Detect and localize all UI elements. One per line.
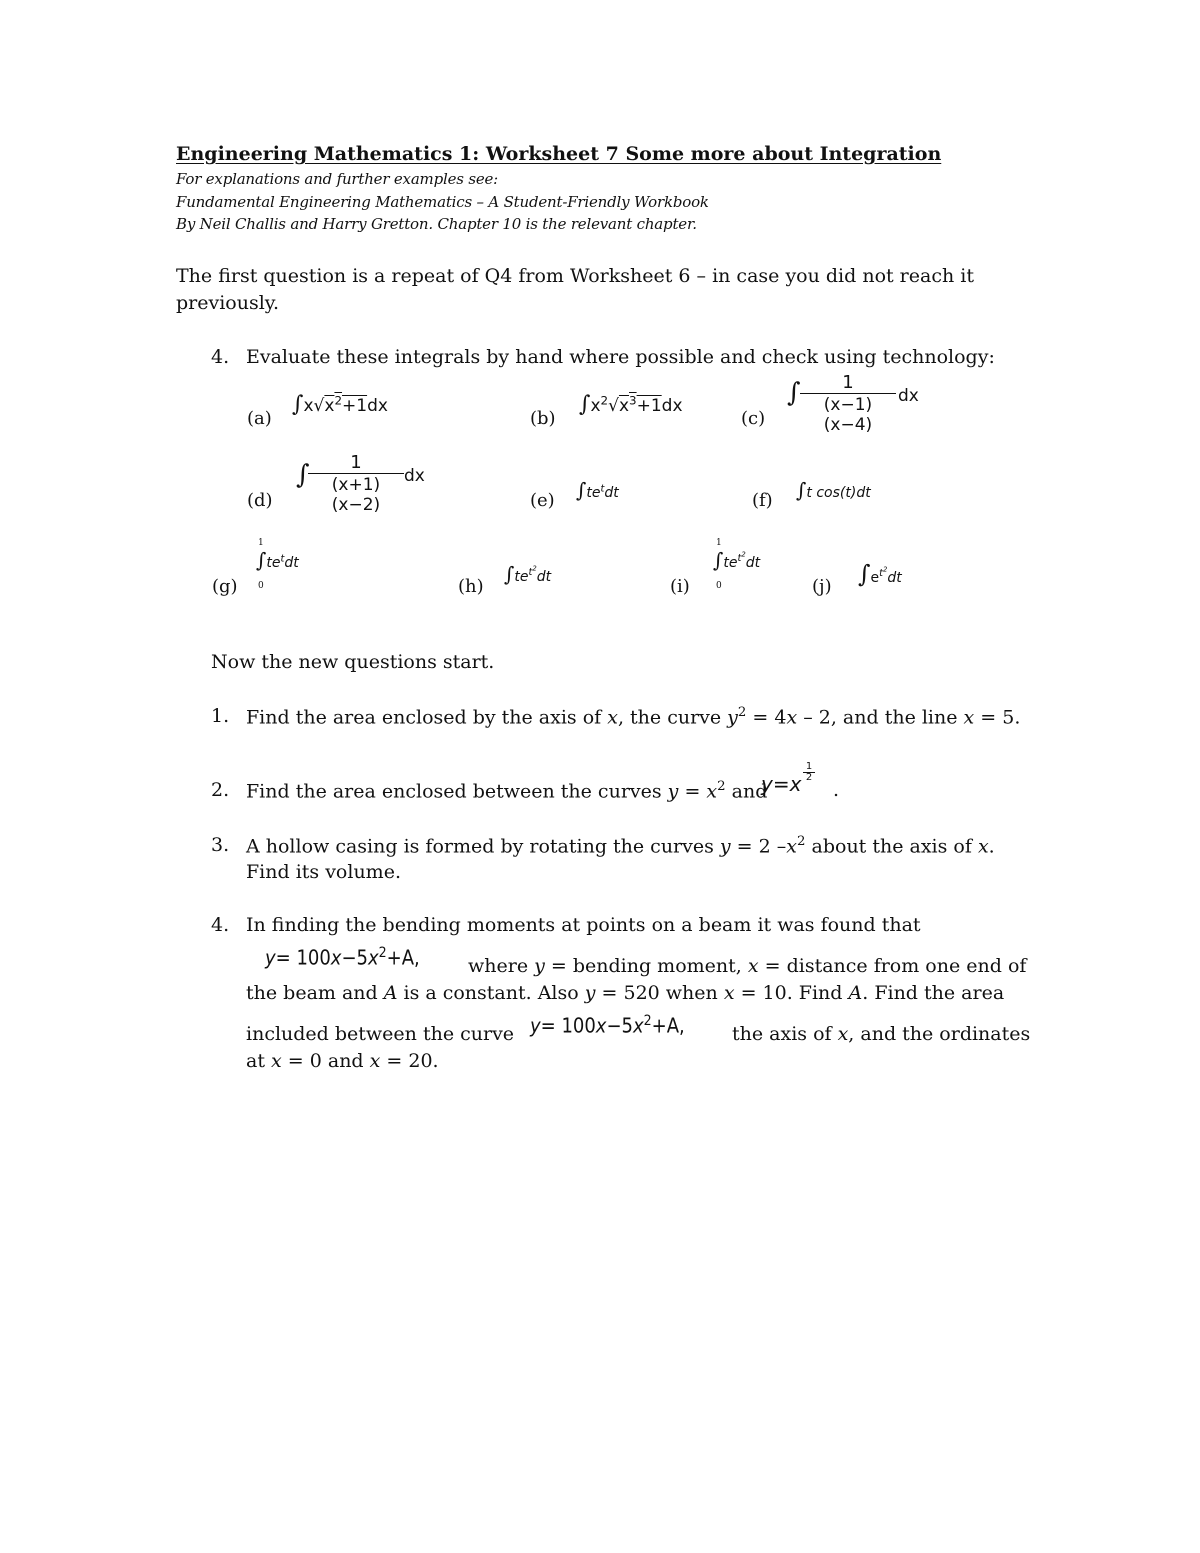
question-2-formula: y=x: [761, 772, 802, 796]
question-2-end: .: [833, 779, 840, 801]
question-2-text: Find the area enclosed between the curves $y = x^2$ and: [246, 779, 768, 803]
question-1-number: 1.: [211, 705, 230, 727]
question-4-line-5: at x = 0 and x = 20.: [246, 1050, 439, 1072]
question-3-line-2: Find its volume.: [246, 861, 401, 883]
question-4-line-4-a: included between the curve: [246, 1023, 515, 1045]
integral-i: $\int te^{t^2}dt$: [713, 548, 761, 572]
integral-a: $\int x√x^2+1dx$: [292, 392, 388, 417]
integral-c-fraction: $\frac{1}{(x-1)(x-4)}$: [800, 372, 896, 435]
integral-j: $\int e^{t^2}dt$: [858, 560, 902, 588]
integral-g: $\int te^tdt$: [256, 548, 299, 572]
question-2-exponent: $\frac{1}{2}$: [803, 762, 815, 783]
integral-i-lower: 0: [716, 581, 722, 591]
question-4-line-4-b: the axis of x, and the ordinates: [732, 1023, 1031, 1045]
q4-number: 4.: [211, 346, 230, 368]
integral-d-dx: dx: [404, 466, 425, 486]
part-g-label: (g): [212, 576, 238, 597]
intro-line-1: For explanations and further examples see:: [176, 170, 499, 188]
part-j-label: (j): [812, 576, 832, 597]
question-2-number: 2.: [211, 779, 230, 801]
integral-c: ∫: [787, 378, 801, 408]
new-questions-intro: Now the new questions start.: [211, 651, 495, 673]
part-c-label: (c): [741, 408, 766, 429]
question-4-line-3: the beam and A is a constant. Also y = 520 when x = 10. Find A. Find the area: [246, 982, 1005, 1004]
page-title: Engineering Mathematics 1: Worksheet 7 Some more about Integration: [176, 143, 942, 165]
question-4-line-1: In finding the bending moments at points on a beam it was found that: [246, 914, 921, 936]
integral-e: $\int te^tdt$: [576, 478, 619, 502]
question-4-formula-2: $y= 100x-5x^2+A$,: [530, 1013, 685, 1038]
question-1-text: Find the area enclosed by the axis of x, the curve $y^2 = 4x - 2$, and the line x = 5.: [246, 705, 1021, 729]
intro-line-3: By Neil Challis and Harry Gretton. Chapter 10 is the relevant chapter.: [176, 215, 697, 233]
integral-f: ∫t cos(t)dt: [796, 478, 871, 502]
part-h-label: (h): [458, 576, 484, 597]
part-d-label: (d): [247, 490, 273, 511]
part-f-label: (f): [752, 490, 773, 511]
integral-d: ∫: [296, 460, 310, 490]
integral-g-upper: 1: [258, 538, 264, 548]
integral-d-fraction: $\frac{1}{(x+1)(x-2)}$: [308, 452, 404, 515]
question-3-text: A hollow casing is formed by rotating the curves y = 2 $-x^2$ about the axis of x.: [246, 834, 995, 858]
integral-c-dx: dx: [898, 386, 919, 406]
integral-h: $\int te^{t^2}dt$: [504, 562, 552, 586]
part-e-label: (e): [530, 490, 555, 511]
repeat-note-line-2: previously.: [176, 292, 280, 314]
question-4-number: 4.: [211, 914, 230, 936]
part-a-label: (a): [247, 408, 272, 429]
intro-line-2: Fundamental Engineering Mathematics – A Student-Friendly Workbook: [176, 193, 709, 211]
question-4-formula-1: $y= 100x-5x^2+A$,: [265, 945, 420, 970]
integral-i-upper: 1: [716, 538, 722, 548]
part-b-label: (b): [530, 408, 556, 429]
question-4-line-2: where y = bending moment, x = distance from one end of: [468, 955, 1027, 977]
repeat-note-line-1: The first question is a repeat of Q4 from Worksheet 6 – in case you did not reach it: [176, 265, 974, 287]
integral-b: $\int x^2√x^3+1dx$: [579, 392, 683, 417]
integral-g-lower: 0: [258, 581, 264, 591]
question-3-number: 3.: [211, 834, 230, 856]
q4-text: Evaluate these integrals by hand where possible and check using technology:: [246, 346, 995, 368]
part-i-label: (i): [670, 576, 690, 597]
